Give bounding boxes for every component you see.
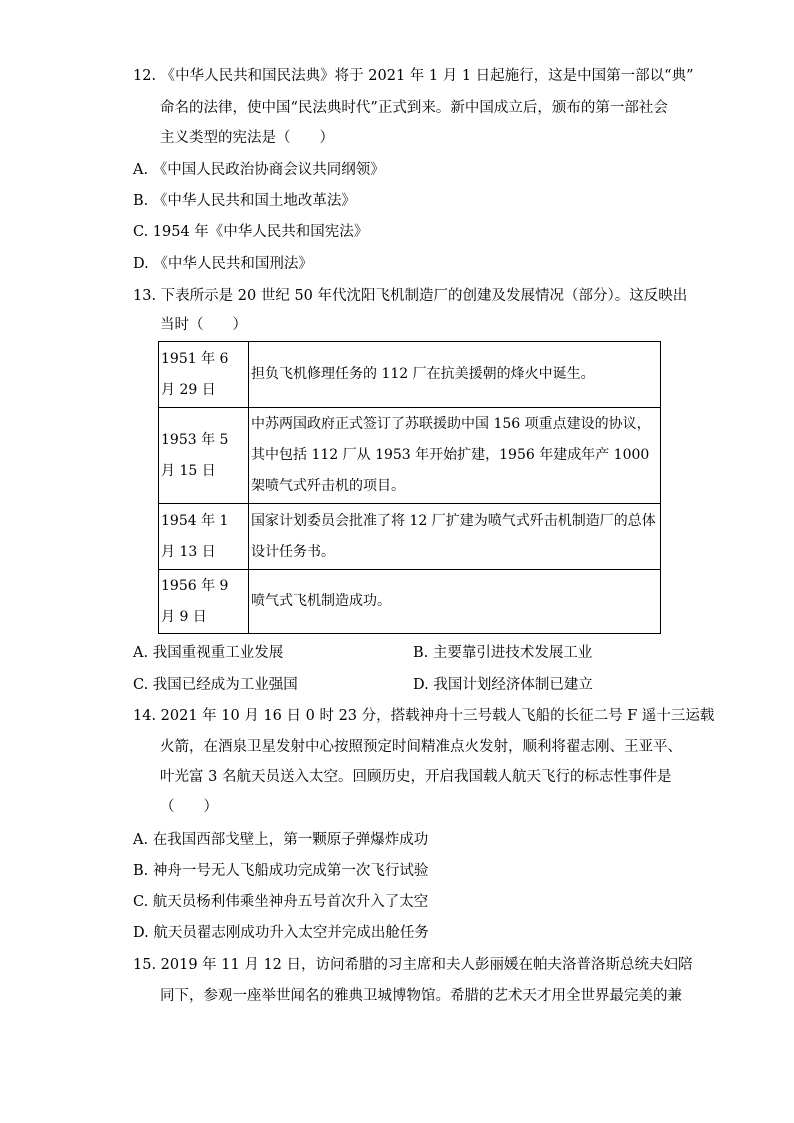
q14-option-b[interactable]: B. 神舟一号无人飞船成功完成第一次飞行试验 <box>133 863 429 879</box>
q13-option-a[interactable]: A. 我国重视重工业发展 <box>133 645 284 661</box>
table-cell-date: 1956 年 9 月 9 日 <box>159 570 249 634</box>
question-12-line-3: 主义类型的宪法是（ ） <box>160 130 334 146</box>
table-row <box>159 570 661 634</box>
question-12-number: 12. <box>133 68 157 84</box>
q13-option-c[interactable]: C. 我国已经成为工业强国 <box>133 677 298 693</box>
question-14-stem: 2021 年 10 月 16 日 0 时 23 分，搭载神舟十三号载人飞船的长征二号 F 遥十三运载 <box>160 708 715 724</box>
table-cell-date: 1953 年 5 月 15 日 <box>159 408 249 504</box>
q12-option-a[interactable]: A. 《中国人民政治协商会议共同纲领》 <box>133 162 385 178</box>
question-13-line-1 <box>133 286 687 306</box>
table-cell-desc: 中苏两国政府正式签订了苏联援助中国 156 项重点建设的协议，其中包括 112 厂从 1953 年开始扩建，1956 年建成年产 1000 架喷气式歼击机的项目。 <box>249 408 661 504</box>
question-13-number: 13. <box>133 288 157 304</box>
question-12-line-2: 命名的法律，使中国“民法典时代”正式到来。新中国成立后，颁布的第一部社会 <box>160 100 668 116</box>
table-cell-date: 1951 年 6 月 29 日 <box>159 342 249 408</box>
table-cell-date: 1954 年 1 月 13 日 <box>159 504 249 570</box>
q14-option-a[interactable]: A. 在我国西部戈壁上，第一颗原子弹爆炸成功 <box>133 832 429 848</box>
q14-option-c[interactable]: C. 航天员杨利伟乘坐神舟五号首次升入了太空 <box>133 894 429 910</box>
table-row <box>159 504 661 570</box>
question-14-number: 14. <box>133 708 157 724</box>
table-cell-desc: 国家计划委员会批准了将 12 厂扩建为喷气式歼击机制造厂的总体设计任务书。 <box>249 504 661 570</box>
question-14-line-4: （ ） <box>160 799 218 815</box>
table-cell-desc: 喷气式飞机制造成功。 <box>249 570 661 634</box>
question-15-line-1 <box>133 955 693 975</box>
factory-history-table <box>158 341 661 634</box>
q12-option-c[interactable]: C. 1954 年《中华人民共和国宪法》 <box>133 224 369 240</box>
question-15-stem: 2019 年 11 月 12 日，访问希腊的习主席和夫人彭丽媛在帕夫洛普洛斯总统夫妇陪 <box>160 957 693 973</box>
table-row <box>159 408 661 504</box>
question-12-line-1 <box>133 66 694 86</box>
question-14-line-2: 火箭，在酒泉卫星发射中心按照预定时间精准点火发射，顺利将翟志刚、王亚平、 <box>160 739 682 755</box>
q13-option-d[interactable]: D. 我国计划经济体制已建立 <box>413 677 593 693</box>
question-14-line-1 <box>133 706 714 726</box>
question-15-line-2: 同下，参观一座举世闻名的雅典卫城博物馆。希腊的艺术天才用全世界最完美的兼 <box>160 988 682 1004</box>
q12-option-d[interactable]: D. 《中华人民共和国刑法》 <box>133 256 313 272</box>
question-13-stem: 下表所示是 20 世纪 50 年代沈阳飞机制造厂的创建及发展情况（部分）。这反映出 <box>160 288 688 304</box>
table-cell-desc: 担负飞机修理任务的 112 厂在抗美援朝的烽火中诞生。 <box>249 342 661 408</box>
q12-option-b[interactable]: B. 《中华人民共和国土地改革法》 <box>133 193 356 209</box>
question-13-line-2: 当时（ ） <box>160 317 247 333</box>
question-12-stem: 《中华人民共和国民法典》将于 2021 年 1 月 1 日起施行，这是中国第一部以“典” <box>160 68 694 84</box>
table-row <box>159 342 661 408</box>
q14-option-d[interactable]: D. 航天员翟志刚成功升入太空并完成出舱任务 <box>133 925 429 941</box>
question-15-number: 15. <box>133 957 157 973</box>
q13-option-b[interactable]: B. 主要靠引进技术发展工业 <box>413 645 593 661</box>
question-14-line-3: 叶光富 3 名航天员送入太空。回顾历史，开启我国载人航天飞行的标志性事件是 <box>160 769 672 785</box>
